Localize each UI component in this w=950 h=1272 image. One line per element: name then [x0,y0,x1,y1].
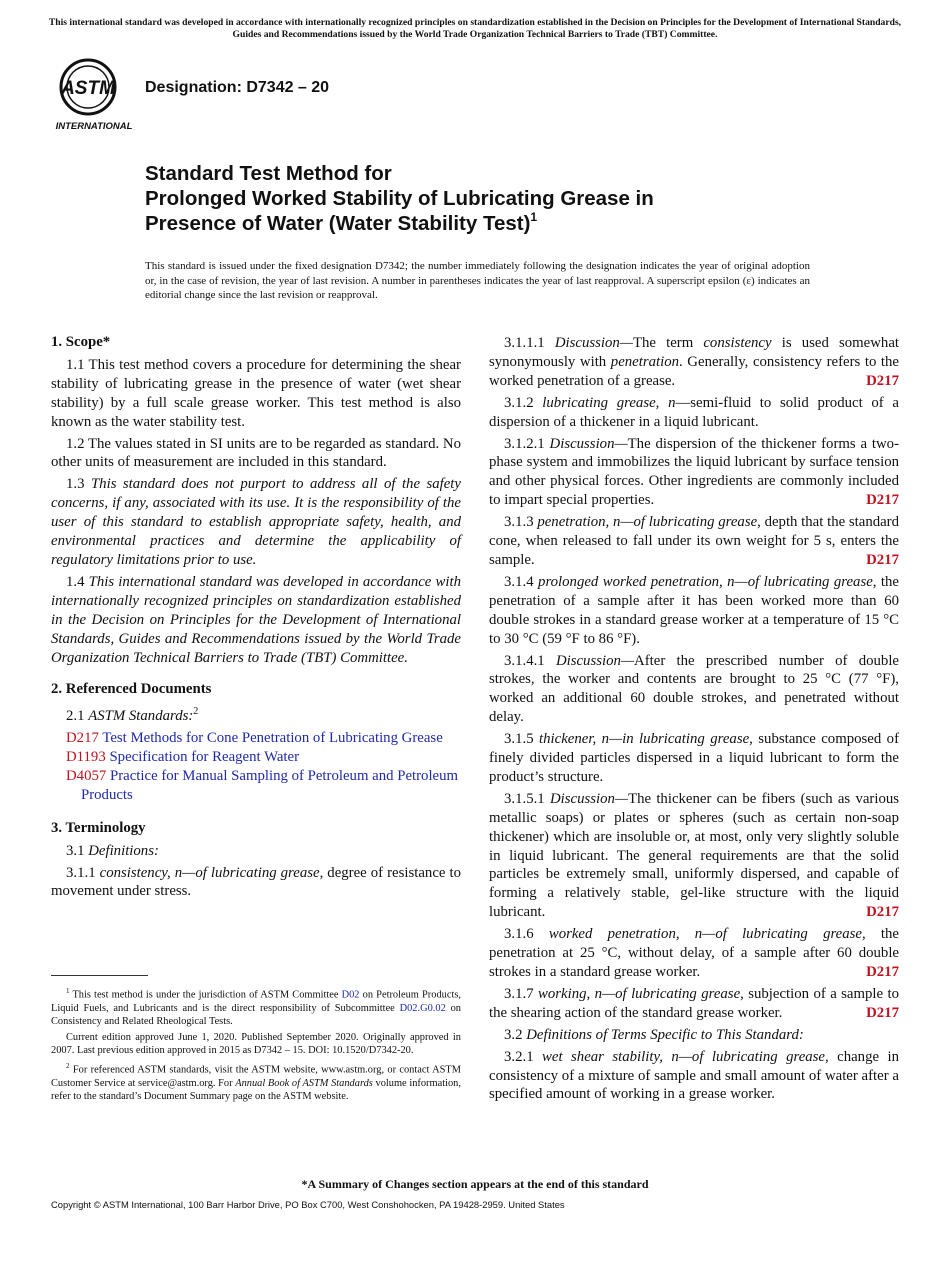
footnote-2: $^2$ For referenced ASTM standards, visit the ASTM website, www.astm.org, or contact ASTM Customer Service at service@astm.org. For Annual Book of ASTM Standards volume information, refer to the standard’s Document Summary page on the ASTM website. [51,1061,461,1103]
para-3-1-2-1: 3.1.2.1 Discussion—The dispersion of the thickener forms a two-phase system and immobilizes the liquid lubricant by surface tension and other physical forces. Other ingredients are commonly included to impart special properties. D217 [489,435,900,509]
title-line-1: Standard Test Method for [145,162,392,185]
para-3-1-4: 3.1.4 prolonged worked penetration, n—of lubricating grease, the penetration of a sample after it has been worked more than 60 double strokes in a standard grease worker at a temperature of 15 °C to 30 °C (59 °F to 86 °F). [489,573,899,647]
ref-tag-d217[interactable]: D217 [866,551,899,568]
svg-text:INTERNATIONAL: INTERNATIONAL [55,121,133,132]
section-heading-referenced-documents: 2. Referenced Documents [51,681,212,698]
summary-of-changes-note: *A Summary of Changes section appears at the end of this standard [301,1177,649,1191]
right-column [489,334,899,1107]
footnote-1-edition: Current edition approved June 1, 2020. Published September 2020. Originally approved in 2007. Last previous edition approved in 2015 as D7342 – 15. DOI: 10.1520/D7342-20. [51,1031,461,1057]
svg-text:ASTM: ASTM [61,78,115,99]
left-column [51,333,461,904]
para-1-1: 1.1 This test method covers a procedure for determining the shear stability of lubricating grease in the presence of water (wet shear stability) by a full scale grease worker. This test method is also known as the water stability test. [51,356,461,430]
para-1-4: 1.4 This international standard was developed in accordance with internationally recognized principles on standardization established in the Decision on Principles for the Development of International Standards, Guides and Recommendations issued by the World Trade Organization Technical Barriers to Trade (TBT) Committee. [51,573,461,666]
section-heading-scope: 1. Scope* [51,334,111,350]
para-3-1: 3.1 Definitions: [66,842,159,859]
title-line-3: Presence of Water (Water Stability Test)$^1$ [145,210,538,235]
issuance-note: This standard is issued under the fixed designation D7342; the number immediately following the designation indicates the year of original adoption or, in the case of revision, the year of last revision. A number in parentheses indicates the year of last reapproval. A superscript epsilon (ε) indicates an editorial change since the last revision or reapproval. [145,260,810,302]
footnote-rule [51,975,148,976]
copyright: Copyright © ASTM International, 100 Barr Harbor Drive, PO Box C700, West Conshohocken, PA 19428-2959. United States [51,1199,565,1210]
title-footnote-ref[interactable]: 1 [530,210,538,224]
para-3-1-1: 3.1.1 consistency, n—of lubricating grease, degree of resistance to movement under stress. [51,864,461,900]
section-heading-terminology: 3. Terminology [51,819,146,836]
astm-logo [54,57,134,133]
para-3-2: 3.2 Definitions of Terms Specific to This Standard: [504,1026,804,1043]
para-3-2-1: 3.2.1 wet shear stability, n—of lubricating grease, change in consistency of a mixture of sample and small amount of water after a specified amount of working in a grease worker. [489,1048,899,1103]
footnotes [51,985,461,1106]
ref-tag-d217[interactable]: D217 [866,964,899,980]
para-1-3: 1.3 This standard does not purport to address all of the safety concerns, if any, associated with its use. It is the responsibility of the user of this standard to establish appropriate safety, health, and environmental practices and determine the applicability of regulatory limitations prior to use. [51,476,461,568]
footnote-1: $^1$ This test method is under the jurisdiction of ASTM Committee D02 on Petroleum Products, Liquid Fuels, and Lubricants and is the direct responsibility of Subcommittee D02.G0.02 on Consistency and Related Rheological Tests. [51,987,461,1028]
ref-tag-d217[interactable]: D217 [866,492,899,509]
ref-d217[interactable]: D217 Test Methods for Cone Penetration of Lubricating Grease [66,730,443,747]
ref-tag-d217[interactable]: D217 [866,372,899,389]
para-3-1-2: 3.1.2 lubricating grease, n—semi-fluid to solid product of a dispersion of a thickener in a liquid lubricant. [489,394,899,430]
para-3-1-6: 3.1.6 worked penetration, n—of lubricating grease, the penetration at 25 °C, without delay, of a sample after 60 double strokes in a standard grease worker. D217 [489,926,899,980]
para-3-1-5: 3.1.5 thickener, n—in lubricating grease, substance composed of finely divided particles dispersed in a liquid lubricant to form the product’s structure. [489,731,899,785]
para-3-1-5-1: 3.1.5.1 Discussion—The thickener can be fibers (such as various metallic soaps) or plates or spheres (such as certain non-soap thickener) which are insoluble or, at most, only very slightly soluble in liquid lubricant. The general requirements are that the solid particles be extremely small, uniformly dispersed, and capable of forming a relatively stable, gel-like structure with the liquid lubricant. D217 [489,790,900,921]
para-1-2: 1.2 The values stated in SI units are to be regarded as standard. No other units of measurement are included in this standard. [51,435,461,471]
para-3-1-4-1: 3.1.4.1 Discussion—After the prescribed number of double strokes, the worker and contents are brought to 25 °C (77 °F), worked an additional 60 double strokes, and penetrated without delay. [489,652,899,726]
ref-d4057[interactable]: D4057 Practice for Manual Sampling of Petroleum and Petroleum Products [66,767,459,803]
ref-tag-d217[interactable]: D217 [866,904,899,921]
title-line-2: Prolonged Worked Stability of Lubricating Grease in [145,187,654,210]
para-2-1: 2.1 ASTM Standards:$^2$ [66,706,199,725]
link-d02[interactable]: D02 [341,989,360,1001]
document-title [145,161,845,236]
jurisdiction-notice: This international standard was developed in accordance with internationally recognized principles on standardization established in the Decision on Principles for the Development of International Standards, Guides and Recommendations issued by the World Trade Organization Technical Barriers to Trade (TBT) Committee. [48,17,902,40]
ref-tag-d217[interactable]: D217 [866,1004,899,1021]
para-3-1-7: 3.1.7 working, n—of lubricating grease, subjection of a sample to the shearing action of the standard grease worker. D217 [489,985,899,1021]
designation: Designation: D7342 – 20 [145,79,330,96]
para-3-1-3: 3.1.3 penetration, n—of lubricating grease, depth that the standard cone, when released to fall under its own weight for 5 s, enters the sample. D217 [489,514,900,568]
para-3-1-1-1: 3.1.1.1 Discussion—The term consistency is used somewhat synonymously with penetration. Generally, consistency refers to the worked penetration of a grease. D217 [489,335,899,389]
ref-d1193[interactable]: D1193 Specification for Reagent Water [66,749,300,766]
link-d02-g0-02[interactable]: D02.G0.02 [399,1002,446,1014]
